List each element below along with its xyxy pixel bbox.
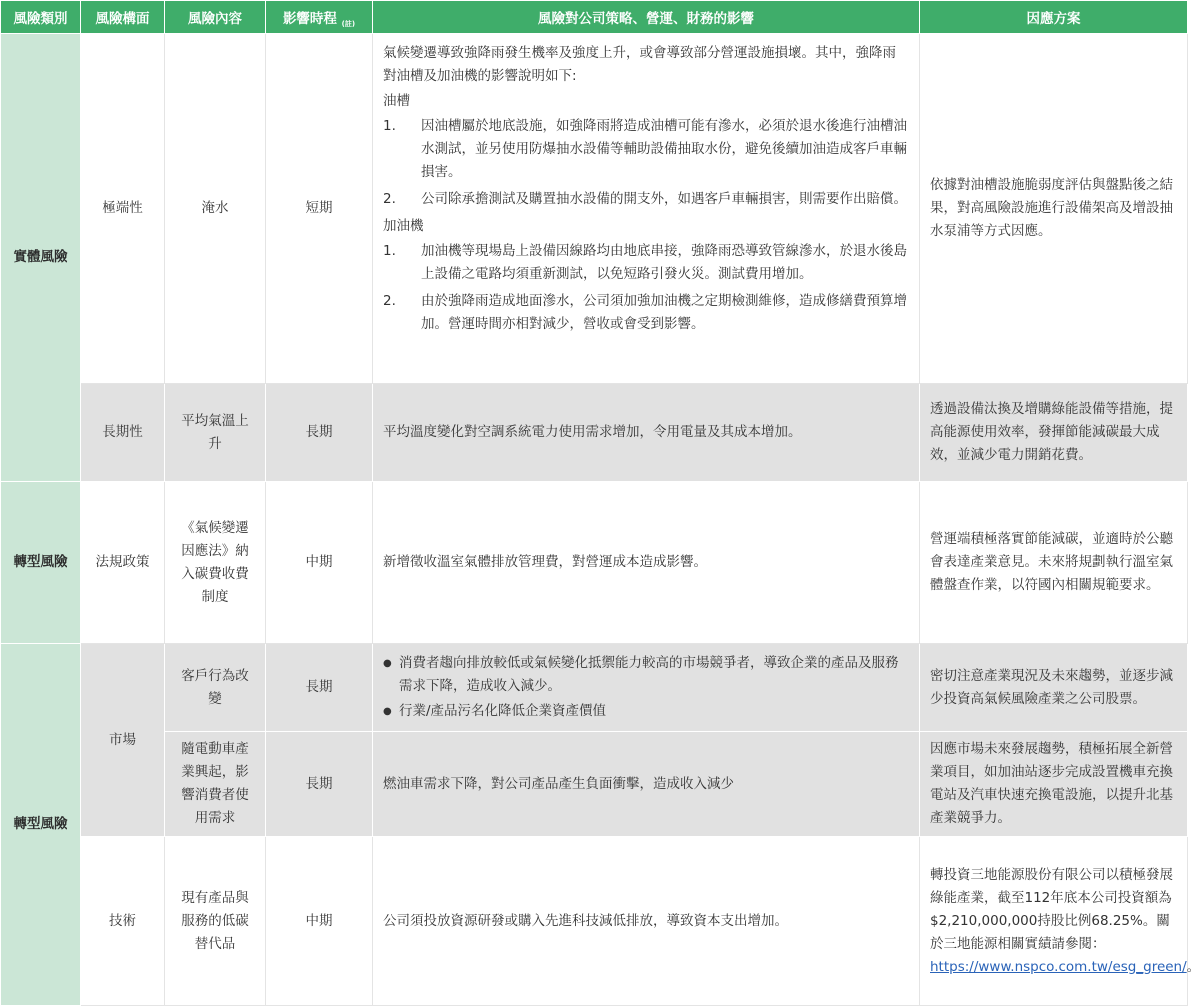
list-item	[383, 240, 909, 286]
timeline-medium-tech: 中期	[266, 837, 373, 1006]
header-timeline-label: 影響時程	[282, 11, 337, 27]
aspect-technology: 技術	[81, 837, 165, 1006]
impact-flood	[373, 34, 920, 384]
esg-green-link[interactable]: https://www.nspco.com.tw/esg_green/	[930, 958, 1187, 975]
header-timeline	[266, 1, 373, 34]
pump-items	[383, 240, 909, 336]
list-item	[383, 652, 909, 698]
aspect-chronic: 長期性	[81, 384, 165, 482]
tank-title: 油槽	[383, 93, 410, 109]
table-row-policy	[1, 482, 1188, 644]
response-technology-text: 轉投資三地能源股份有限公司以積極發展綠能產業，截至112年底本公司投資額為$2,210,000,000持股比例68.25%。關於三地能源相關實績請參閱：	[930, 866, 1173, 952]
response-ev: 因應市場未來發展趨勢，積極拓展全新營業項目，如加油站逐步完成設置機車充換電站及汽車快速充換電設施，以提升北基產業競爭力。	[920, 732, 1188, 837]
header-impact: 風險對公司策略、營運、財務的影響	[373, 1, 920, 34]
link-suffix: 。	[1186, 958, 1200, 975]
response-heat: 透過設備汰換及增購綠能設備等措施，提高能源使用效率，發揮節能減碳最大成效，並減少電力開銷花費。	[920, 384, 1188, 482]
list-item-text: 因油槽屬於地底設施，如強降雨將造成油槽可能有滲水，必須於退水後進行油槽油水測試，並另使用防爆抽水設備等輔助設備抽取水份，避免後續加油造成客戶車輛損害。	[421, 118, 907, 180]
list-item-number: 1.	[383, 243, 396, 259]
content-flood: 淹水	[165, 34, 266, 384]
impact-policy: 新增徵收溫室氣體排放管理費，對營運成本造成影響。	[373, 482, 920, 644]
impact-technology: 公司須投放資源研發或購入先進科技減低排放，導致資本支出增加。	[373, 837, 920, 1006]
customer-bullets	[383, 652, 909, 723]
pump-title: 加油機	[383, 218, 424, 234]
header-risk-content: 風險內容	[165, 1, 266, 34]
list-item-text: 加油機等現場島上設備因線路均由地底串接，強降雨恐導致管線滲水，於退水後島上設備之電路均須重新測試，以免短路引發火災。測試費用增加。	[421, 243, 907, 282]
header-row	[1, 1, 1188, 34]
impact-customer	[373, 644, 920, 732]
table-row-heat	[1, 384, 1188, 482]
list-item-number: 2.	[383, 191, 396, 207]
header-timeline-note: (註)	[341, 20, 356, 28]
bullet-dot-icon: ●	[383, 658, 392, 669]
list-item	[383, 188, 909, 211]
response-customer: 密切注意產業現況及未來趨勢，並逐步減少投資高氣候風險產業之公司股票。	[920, 644, 1188, 732]
table-row-ev	[1, 732, 1188, 837]
table-row-customer	[1, 644, 1188, 732]
response-flood: 依據對油槽設施脆弱度評估與盤點後之結果，對高風險設施進行設備架高及增設抽水泵浦等方式因應。	[920, 34, 1188, 384]
timeline-long-ev: 長期	[266, 732, 373, 837]
list-item-text: 行業/產品污名化降低企業資產價值	[399, 703, 607, 719]
flood-intro: 氣候變遷導致強降雨發生機率及強度上升，或會導致部分營運設施損壞。其中，強降雨對油槽及加油機的影響說明如下:	[383, 45, 896, 84]
list-item	[383, 700, 909, 723]
content-carbon-fee: 《氣候變遷因應法》納入碳費收費制度	[165, 482, 266, 644]
timeline-short: 短期	[266, 34, 373, 384]
category-transition-risk-market: 轉型風險	[1, 644, 81, 1006]
tank-items	[383, 115, 909, 211]
category-physical-risk: 實體風險	[1, 34, 81, 482]
list-item-number: 2.	[383, 293, 396, 309]
category-transition-risk: 轉型風險	[1, 482, 81, 644]
timeline-long: 長期	[266, 384, 373, 482]
content-low-carbon-substitute: 現有產品與服務的低碳替代品	[165, 837, 266, 1006]
table-row-flood	[1, 34, 1188, 384]
bullet-dot-icon: ●	[383, 706, 392, 717]
header-risk-aspect: 風險構面	[81, 1, 165, 34]
list-item-text: 由於強降雨造成地面滲水，公司須加強加油機之定期檢測維修，造成修繕費預算增加。營運時間亦相對減少，營收或會受到影響。	[421, 293, 907, 332]
header-risk-category: 風險類別	[1, 1, 81, 34]
list-item-number: 1.	[383, 118, 396, 134]
list-item	[383, 115, 909, 184]
aspect-policy: 法規政策	[81, 482, 165, 644]
header-response: 因應方案	[920, 1, 1188, 34]
aspect-extreme: 極端性	[81, 34, 165, 384]
impact-heat: 平均溫度變化對空調系統電力使用需求增加，令用電量及其成本增加。	[373, 384, 920, 482]
content-customer-behavior: 客戶行為改變	[165, 644, 266, 732]
table-row-technology	[1, 837, 1188, 1006]
list-item-text: 公司除承擔測試及購置抽水設備的開支外，如遇客戶車輛損害，則需要作出賠償。	[421, 191, 907, 207]
list-item-text: 消費者趨向排放較低或氣候變化抵禦能力較高的市場競爭者，導致企業的產品及服務需求下降，造成收入減少。	[399, 655, 899, 694]
aspect-market: 市場	[81, 644, 165, 837]
timeline-medium: 中期	[266, 482, 373, 644]
timeline-long-customer: 長期	[266, 644, 373, 732]
list-item	[383, 290, 909, 336]
content-ev: 隨電動車產業興起，影響消費者使用需求	[165, 732, 266, 837]
response-policy: 營運端積極落實節能減碳，並適時於公聽會表達產業意見。未來將規劃執行溫室氣體盤查作業，以符國內相關規範要求。	[920, 482, 1188, 644]
impact-ev: 燃油車需求下降，對公司產品產生負面衝擊，造成收入減少	[373, 732, 920, 837]
response-technology	[920, 837, 1200, 1006]
content-temperature-rise: 平均氣溫上升	[165, 384, 266, 482]
